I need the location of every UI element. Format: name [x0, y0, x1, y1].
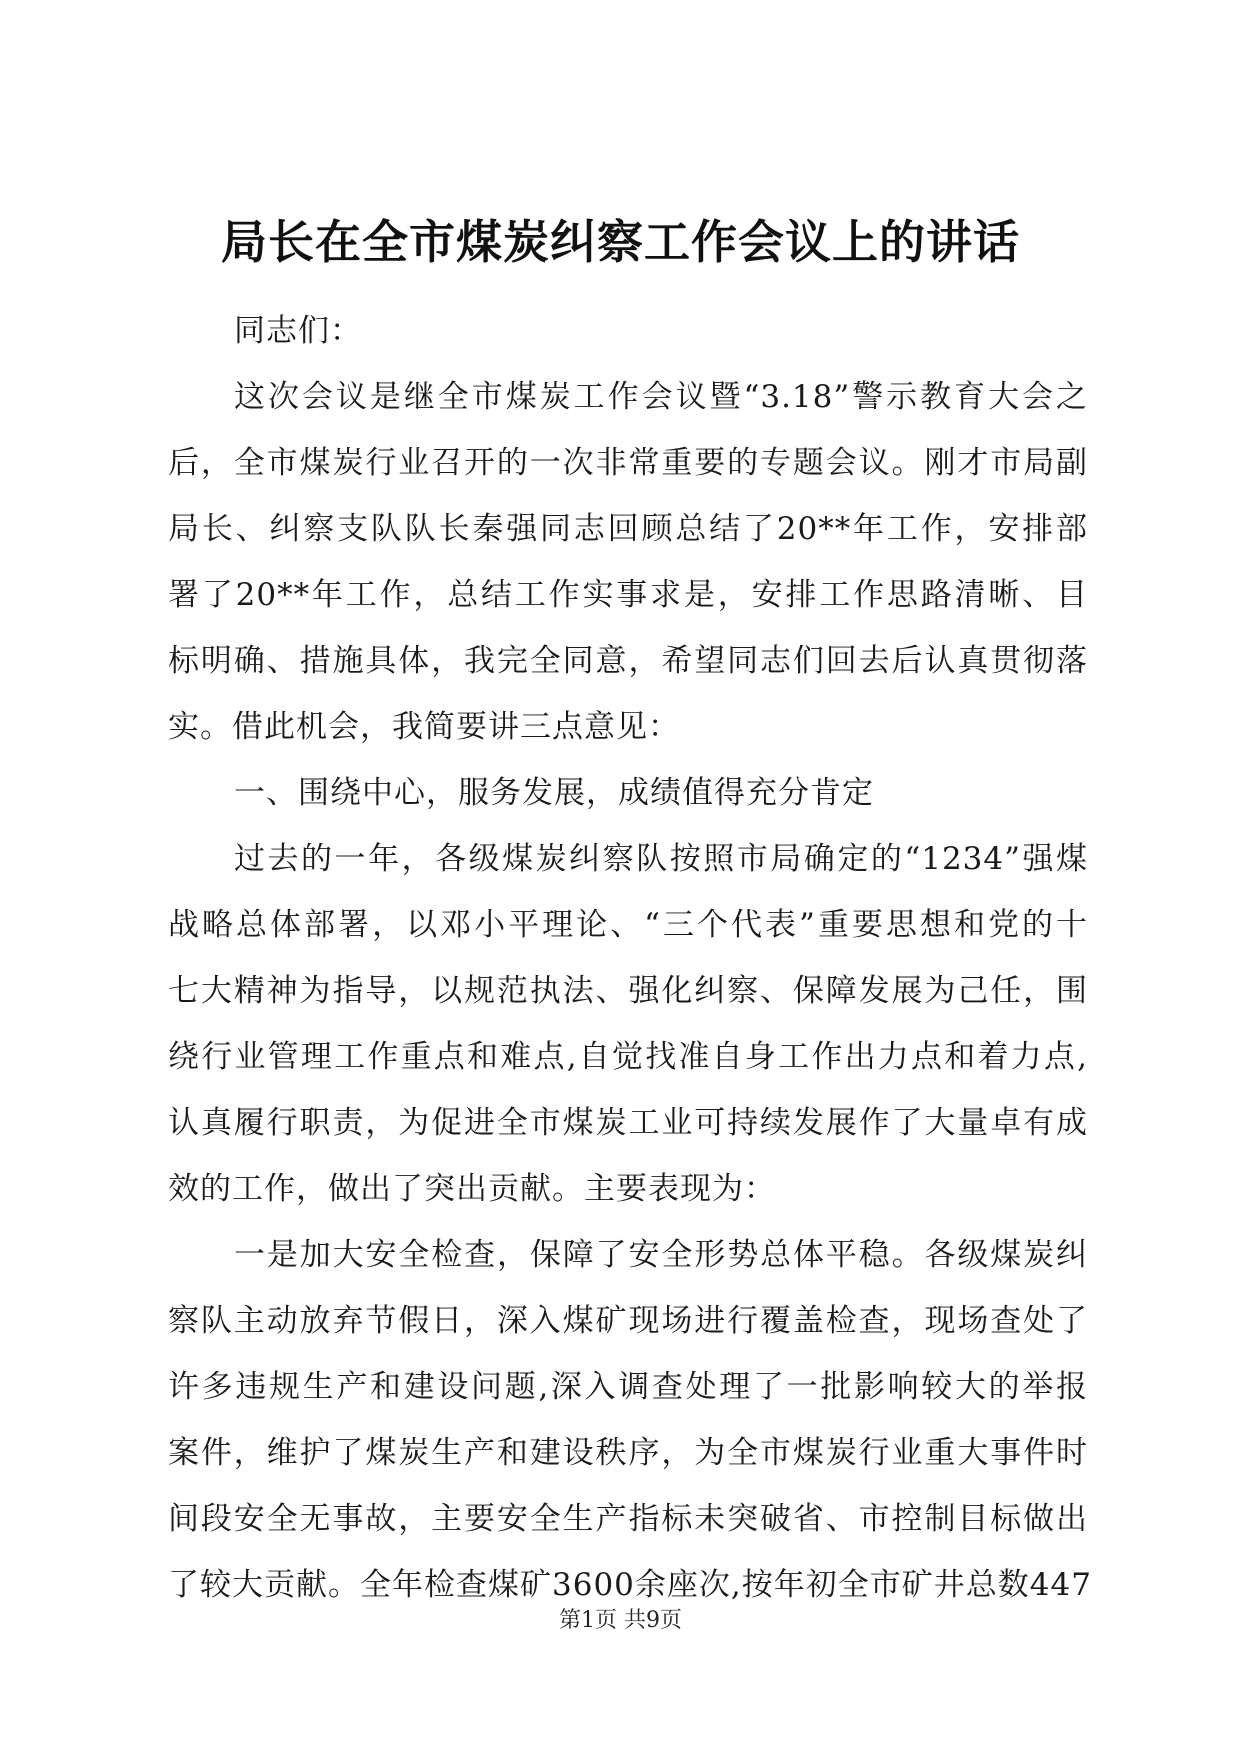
- body-line: 同志们：: [234, 313, 362, 349]
- page-number: 第1页 共9页: [559, 1608, 682, 1633]
- body-line: 实。借此机会，我简要讲三点意见：: [168, 709, 680, 745]
- body-line: 许多违规生产和建设问题,深入调查处理了一批影响较大的举报: [168, 1369, 1088, 1405]
- body-line: 效的工作，做出了突出贡献。主要表现为：: [168, 1171, 776, 1207]
- body-line: 认真履行职责，为促进全市煤炭工业可持续发展作了大量卓有成: [168, 1105, 1088, 1141]
- body-line: 署了20**年工作，总结工作实事求是，安排工作思路清晰、目: [168, 577, 1088, 613]
- body-line: 绕行业管理工作重点和难点,自觉找准自身工作出力点和着力点,: [168, 1039, 1088, 1075]
- body-line: 标明确、措施具体，我完全同意，希望同志们回去后认真贯彻落: [168, 643, 1088, 679]
- body-line: 察队主动放弃节假日，深入煤矿现场进行覆盖检查，现场查处了: [168, 1303, 1088, 1339]
- body-line: 后，全市煤炭行业召开的一次非常重要的专题会议。刚才市局副: [168, 445, 1088, 481]
- body-line: 一、围绕中心，服务发展，成绩值得充分肯定: [234, 775, 874, 811]
- document-title: 局长在全市煤炭纠察工作会议上的讲话: [221, 215, 1020, 269]
- body-line: 间段安全无事故，主要安全生产指标未突破省、市控制目标做出: [168, 1501, 1088, 1537]
- body-line: 一是加大安全检查，保障了安全形势总体平稳。各级煤炭纠: [234, 1237, 1088, 1273]
- body-line: 案件，维护了煤炭生产和建设秩序，为全市煤炭行业重大事件时: [168, 1435, 1088, 1471]
- document-body: [168, 298, 1092, 1618]
- body-line: 了较大贡献。全年检查煤矿3600余座次,按年初全市矿井总数447: [168, 1567, 1092, 1603]
- body-line: 局长、纠察支队队长秦强同志回顾总结了20**年工作，安排部: [168, 511, 1088, 547]
- body-line: 七大精神为指导，以规范执法、强化纠察、保障发展为己任，围: [168, 973, 1088, 1009]
- body-line: 这次会议是继全市煤炭工作会议暨“3.18”警示教育大会之: [234, 379, 1088, 415]
- body-line: 过去的一年，各级煤炭纠察队按照市局确定的“1234”强煤: [234, 841, 1088, 877]
- body-line: 战略总体部署，以邓小平理论、“三个代表”重要思想和党的十: [168, 907, 1088, 943]
